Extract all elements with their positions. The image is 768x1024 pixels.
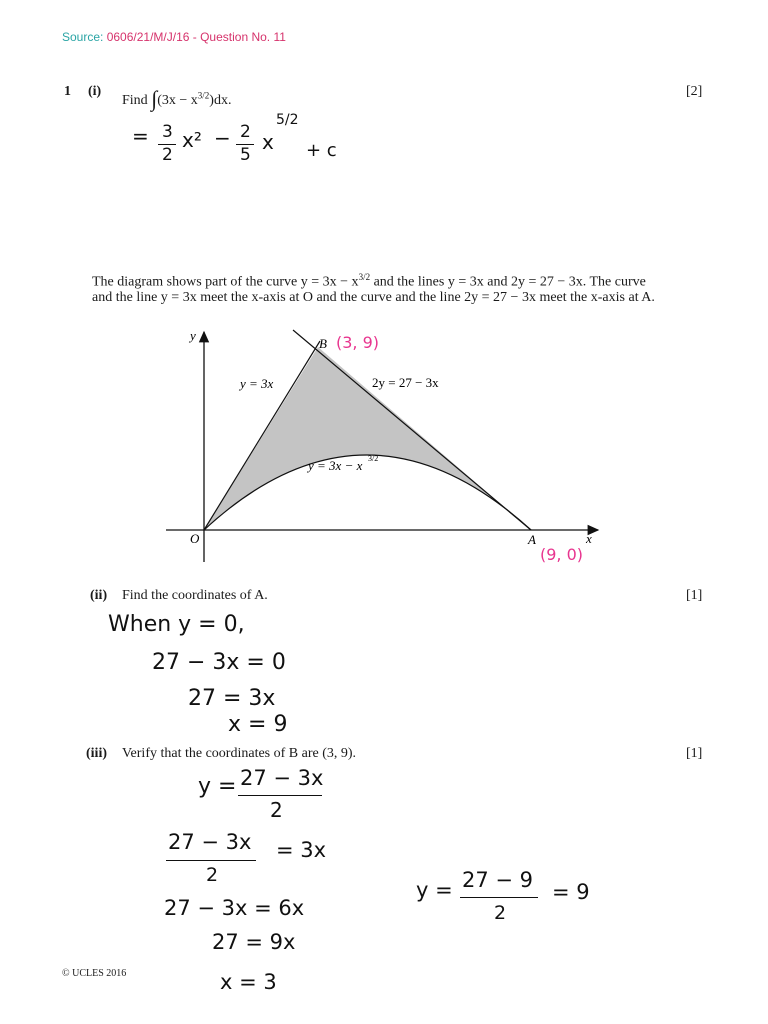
stem-line-1-rest: and the lines y = 3x and 2y = 27 − 3x. The curve [370, 274, 646, 290]
hw-i-exponent: 5/2 [276, 112, 299, 128]
x-axis-label: x [586, 531, 592, 546]
stem-exponent: 3/2 [358, 272, 371, 282]
hw-iii-side-num: 27 − 9 [462, 868, 534, 892]
line2-label: 2y = 27 − 3x [372, 375, 439, 390]
part-i-marks: [2] [686, 84, 703, 99]
part-i-tail: )dx. [209, 93, 232, 108]
shaded-region [204, 347, 531, 530]
hw-i-equals: = [132, 124, 149, 148]
origin-label: O [190, 531, 200, 546]
hw-ii-line3: 27 = 3x [188, 686, 276, 711]
part-iii-text: Verify that the coordinates of B are (3, 9). [122, 746, 357, 761]
part-i-label: (i) [88, 84, 102, 99]
part-iii-label: (iii) [86, 746, 107, 761]
hw-i-minus: − [214, 126, 231, 150]
hw-iii-l2-num: 27 − 3x [168, 830, 252, 854]
part-i-exponent: 3/2 [197, 90, 210, 101]
stem-line-1-start: The diagram shows part of the curve y = 3x − x [92, 274, 359, 290]
curve-exponent: 3/2 [368, 454, 379, 463]
integral-sign-icon: ∫ [151, 86, 158, 111]
hw-iii-side-den: 2 [494, 902, 507, 924]
part-iii-marks: [1] [686, 746, 703, 761]
curve-label: y = 3x − x [308, 458, 363, 473]
hw-iii-l2-bar [166, 860, 256, 861]
hw-i-c2-den: 5 [240, 145, 251, 165]
hw-iii-side-bar [460, 897, 538, 898]
annotation-a: (9, 0) [540, 545, 584, 564]
y-axis-label: y [190, 328, 196, 343]
hw-iii-l1-den: 2 [270, 798, 283, 822]
part-ii-marks: [1] [686, 588, 703, 603]
hw-iii-side-rhs: = 9 [552, 880, 590, 904]
part-i-find: Find [122, 93, 148, 108]
hw-iii-l1-num: 27 − 3x [240, 766, 324, 790]
hw-i-c1-den: 2 [162, 145, 173, 165]
question-number: 1 [64, 84, 71, 99]
hw-i-c1-num: 3 [162, 122, 173, 142]
hw-iii-line3: 27 − 3x = 6x [164, 896, 305, 920]
hw-i-term1: x² [182, 128, 202, 152]
point-a-label: A [528, 532, 536, 547]
hw-iii-l1-lhs: y = [198, 774, 237, 799]
hw-iii-l2-den: 2 [206, 864, 219, 886]
copyright-footer: © UCLES 2016 [62, 968, 127, 979]
hw-ii-line2: 27 − 3x = 0 [152, 650, 286, 675]
stem-line-2: and the line y = 3x meet the x-axis at O and the curve and the line 2y = 27 − 3x meet the x-axis at A. [92, 290, 655, 305]
hw-iii-line4: 27 = 9x [212, 930, 296, 954]
part-ii-label: (ii) [90, 588, 108, 603]
point-b-label: B [319, 336, 327, 351]
hw-iii-line5: x = 3 [220, 970, 277, 994]
line1-label: y = 3x [240, 376, 274, 391]
source-reference: 0606/21/M/J/16 - Question No. 11 [106, 30, 286, 44]
part-ii-text: Find the coordinates of A. [122, 588, 268, 603]
hw-i-term2: x [262, 130, 274, 154]
part-i-expr: (3x − x [157, 93, 198, 108]
source-label: Source: [62, 30, 107, 44]
hw-i-c2-num: 2 [240, 122, 251, 142]
annotation-b: (3, 9) [336, 333, 380, 352]
hw-iii-l2-rhs: = 3x [276, 838, 327, 862]
hw-iii-side-lhs: y = [416, 878, 453, 902]
hw-ii-line4: x = 9 [228, 712, 288, 737]
hw-i-plus-c: + c [306, 140, 337, 161]
hw-iii-l1-bar [238, 795, 322, 796]
hw-ii-line1: When y = 0, [108, 612, 245, 637]
